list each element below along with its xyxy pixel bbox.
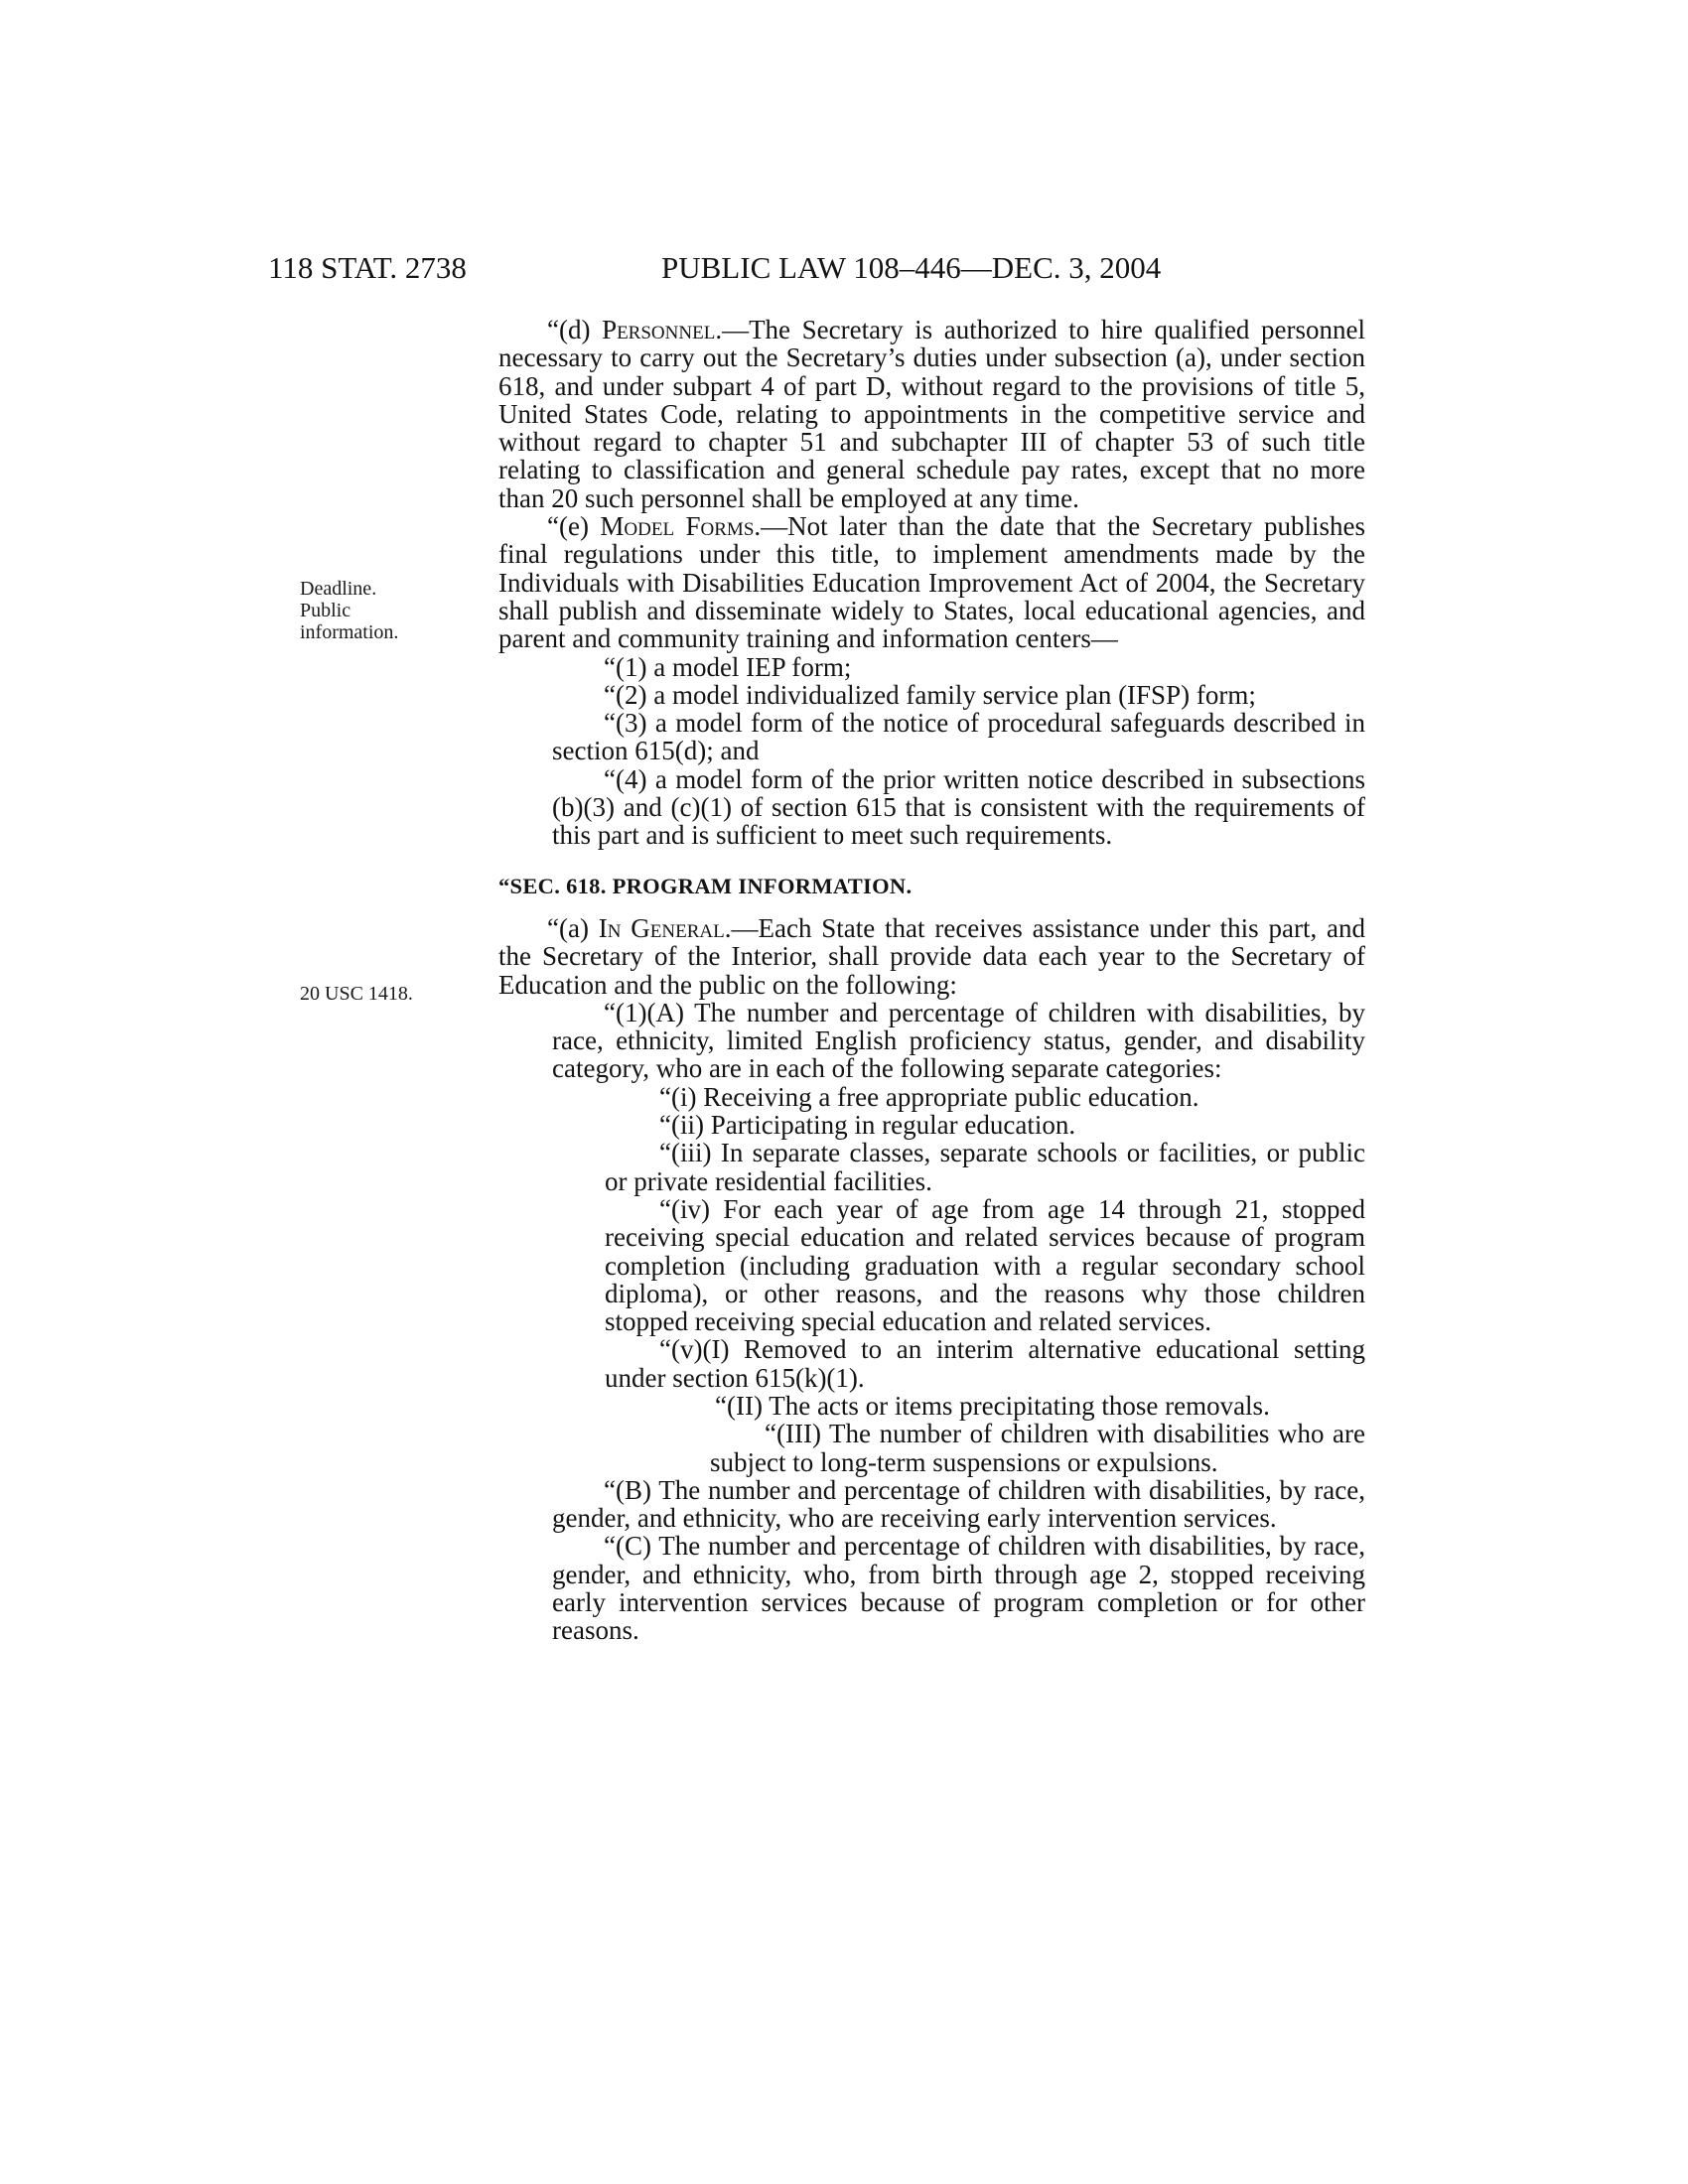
paragraph-item: “(3) a model form of the notice of procedural safeguards described in section 615(d); and <box>552 708 1365 766</box>
subsection-heading: Personnel <box>602 315 716 344</box>
subclause-II: “(II) The acts or items precipitating those removals. <box>715 1390 1270 1421</box>
page-header <box>0 250 1688 290</box>
paragraph-item: “(4) a model form of the prior written notice described in subsections (b)(3) and (c)(1) of section 615 that is consistent with the requirements of this part and is sufficient to meet such requirements. <box>552 763 1365 851</box>
clause-i: “(i) Receiving a free appropriate public education. <box>659 1081 1199 1112</box>
clause-iii: “(iii) In separate classes, separate schools or facilities, or public or private residential facilities. <box>605 1138 1365 1196</box>
paragraph-1A: “(1)(A) The number and percentage of children with disabilities, by race, ethnicity, limited English proficiency status, gender, and disability category, who are in each of the following separate categories: <box>552 997 1365 1084</box>
subparagraph-C: “(C) The number and percentage of children with disabilities, by race, gender, and ethnicity, who, from birth through age 2, stopped receiving early intervention services because of program completion or for other reasons. <box>552 1531 1365 1646</box>
margin-note-line: information. <box>300 621 399 643</box>
subsection-a: “(a) In General.—Each State that receives assistance under this part, and the Secretary of the Interior, shall provide data each year to the Secretary of Education and the public on the following: <box>498 912 1365 1000</box>
clause-ii: “(ii) Participating in regular education. <box>659 1110 1076 1141</box>
subsection-heading: Model Forms <box>600 511 755 542</box>
subparagraph-B: “(B) The number and percentage of children with disabilities, by race, gender, and ethnicity, who are receiving early intervention services. <box>552 1474 1365 1534</box>
margin-note-deadline <box>300 578 398 643</box>
margin-note-line: Deadline. <box>300 578 377 600</box>
statute-page-number: 118 STAT. 2738 <box>268 250 467 285</box>
paragraph-item: “(1) a model IEP form; <box>604 651 852 682</box>
section-heading: “SEC. 618. PROGRAM INFORMATION. <box>498 873 913 898</box>
margin-note-line: Public <box>300 600 352 621</box>
subclause-III: “(III) The number of children with disabilities who are subject to long-term suspensions or expulsions. <box>710 1419 1365 1477</box>
document-body <box>498 316 1365 1645</box>
margin-note-usc: 20 USC 1418. <box>300 983 413 1005</box>
subsection-d: “(d) Personnel.—The Secretary is authorized to hire qualified personnel necessary to carry out the Secretary’s duties under subsection (a), under section 618, and under subpart 4 of part D, without regard to the provisions of title 5, United States Code, relating to appointments in the competitive service and without regard to chapter 51 and subchapter III of chapter 53 of such title relating to classification and general schedule pay rates, except that no more than 20 such personnel shall be employed at any time. <box>498 315 1365 513</box>
paragraph-item: “(2) a model individualized family service plan (IFSP) form; <box>604 679 1256 710</box>
running-title: PUBLIC LAW 108–446—DEC. 3, 2004 <box>661 250 1162 285</box>
subsection-heading: In General <box>598 912 725 943</box>
subsection-e: “(e) Model Forms.—Not later than the date that the Secretary publishes final regulations under this title, to implement amendments made by the Individuals with Disabilities Education Improvement Act of 2004, the Secretary shall publish and disseminate widely to States, local educational agencies, and parent and community training and information centers— <box>498 511 1366 654</box>
clause-iv: “(iv) For each year of age from age 14 through 21, stopped receiving special education and related services because of program completion (including graduation with a regular secondary school diploma), or other reasons, and the reasons why those children stopped receiving special education and related services. <box>605 1193 1365 1337</box>
clause-v-I: “(v)(I) Removed to an interim alternative educational setting under section 615(k)(1). <box>605 1334 1365 1393</box>
